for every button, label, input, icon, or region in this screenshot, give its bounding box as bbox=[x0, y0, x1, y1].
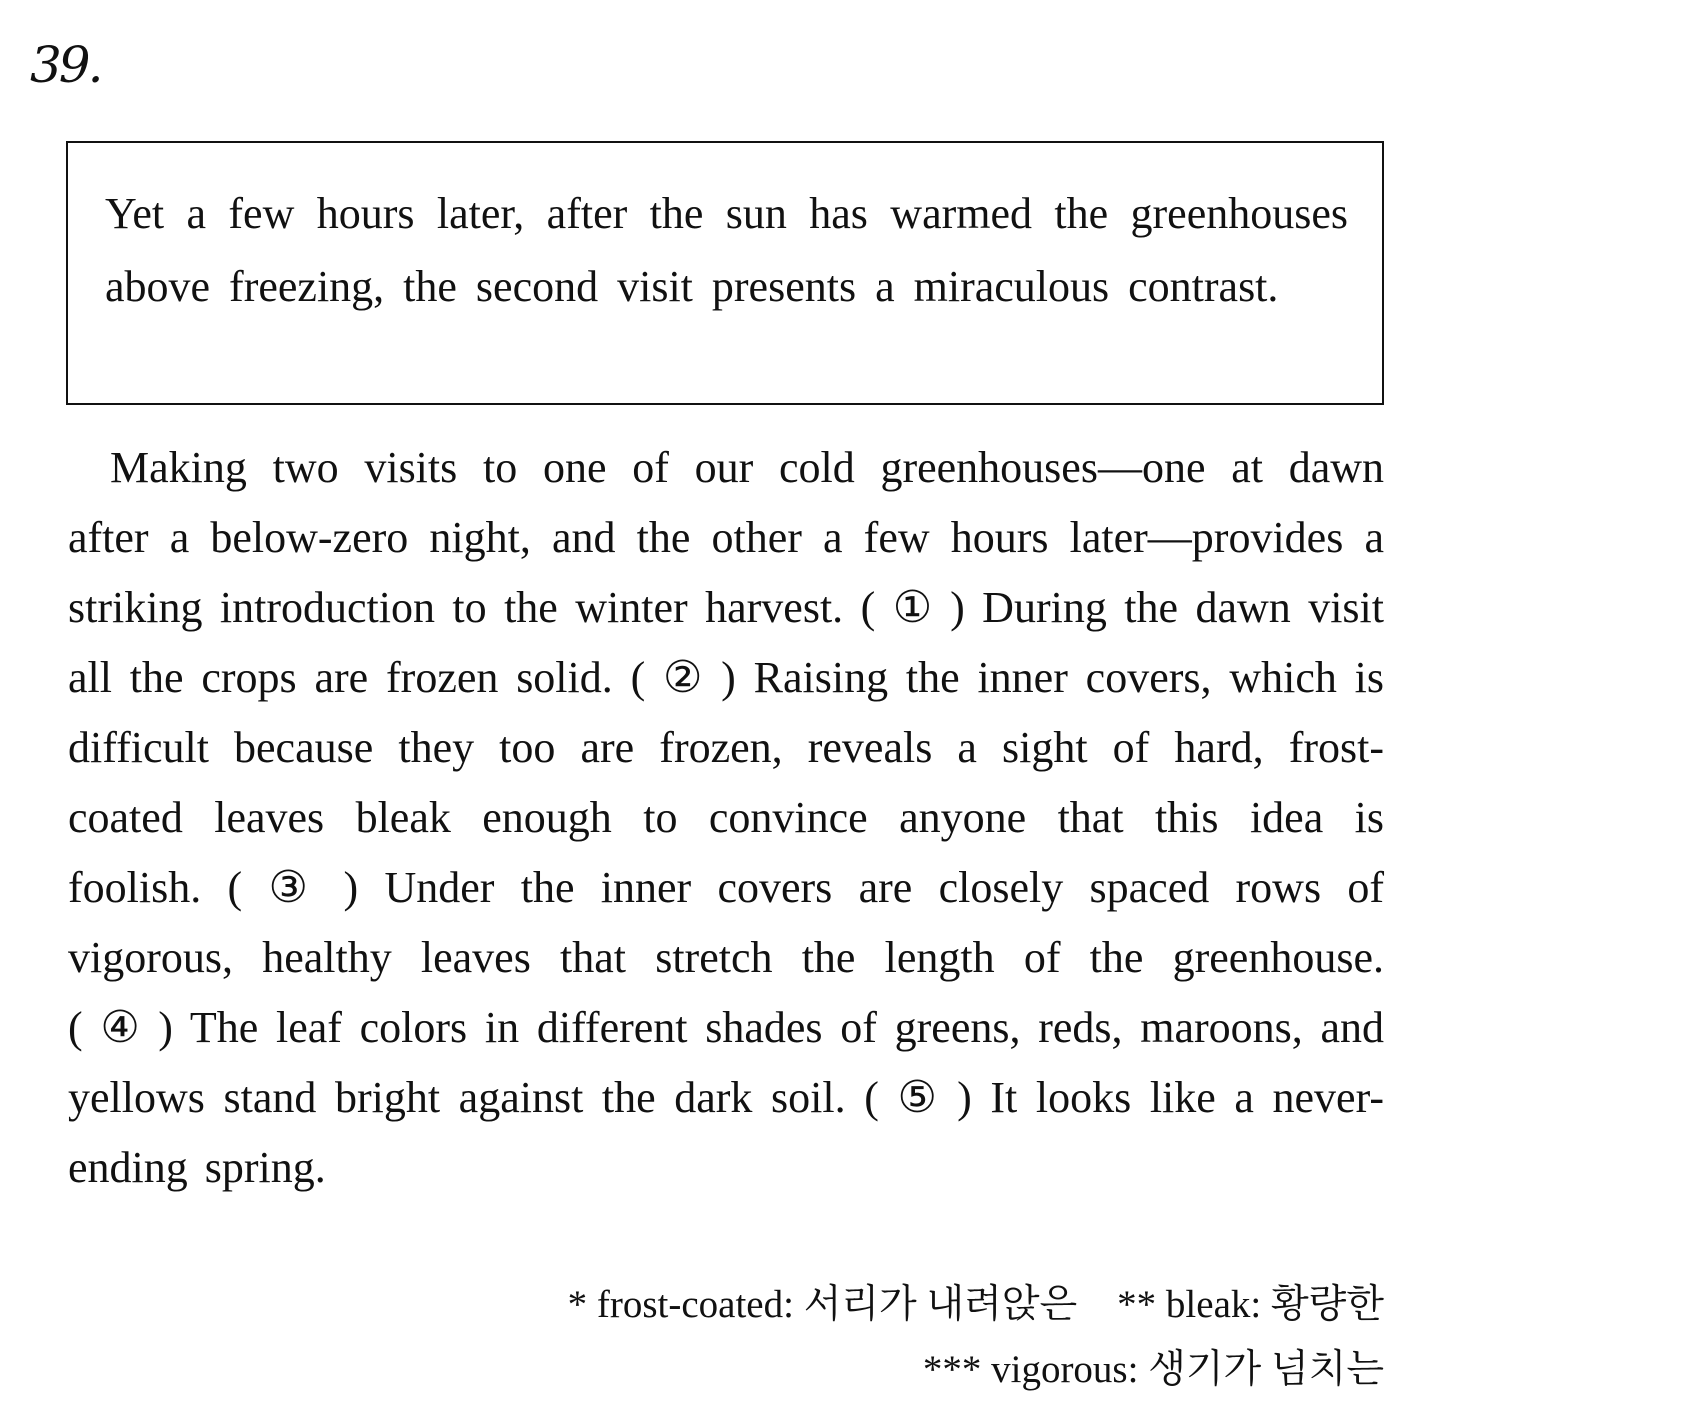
gloss-vigorous: *** vigorous: 생기가 넘치는 bbox=[922, 1348, 1384, 1391]
vocabulary-glosses bbox=[568, 1272, 1384, 1402]
passage-segment: It looks like a never-ending spring. bbox=[68, 1073, 1385, 1192]
question-number: 39. bbox=[30, 36, 101, 94]
gloss-line-1 bbox=[568, 1272, 1384, 1337]
passage-segment: The leaf colors in different shades of greens, reds, maroons, and yellows stand bright against the dark soil. bbox=[68, 1003, 1385, 1122]
insertion-marker-1: ( ① ) bbox=[860, 583, 965, 632]
passage-segment: Making two visits to one of our cold greenhouses—one at dawn after a below-zero night, and the other a few hours later—provides a striking introduction to the winter harvest. bbox=[68, 443, 1384, 632]
passage-segment: Raising the inner covers, which is difficult because they too are frozen, reveals a sight of hard, frost-coated leaves bleak enough to convince anyone that this idea is foolish. bbox=[68, 653, 1385, 912]
gloss-line-2 bbox=[568, 1337, 1384, 1402]
passage-text bbox=[68, 433, 1384, 1203]
insertion-marker-3: ( ③ ) bbox=[227, 863, 359, 912]
gloss-frost-coated: * frost-coated: 서리가 내려앉은 bbox=[567, 1283, 1078, 1326]
passage-segment: During the dawn visit all the crops are frozen solid. bbox=[68, 583, 1385, 702]
insertion-marker-2: ( ② ) bbox=[630, 653, 736, 702]
insertion-marker-4: ( ④ ) bbox=[68, 1003, 173, 1052]
gloss-bleak: ** bleak: 황량한 bbox=[1117, 1283, 1384, 1326]
insertion-marker-5: ( ⑤ ) bbox=[864, 1073, 972, 1122]
passage-segment: Under the inner covers are closely spaced rows of vigorous, healthy leaves that stretch the length of the greenhouse. bbox=[68, 863, 1385, 982]
given-sentence: Yet a few hours later, after the sun has warmed the greenhouses above freezing, the second visit presents a miraculous contrast. bbox=[105, 189, 1348, 311]
given-sentence-box bbox=[66, 141, 1384, 405]
